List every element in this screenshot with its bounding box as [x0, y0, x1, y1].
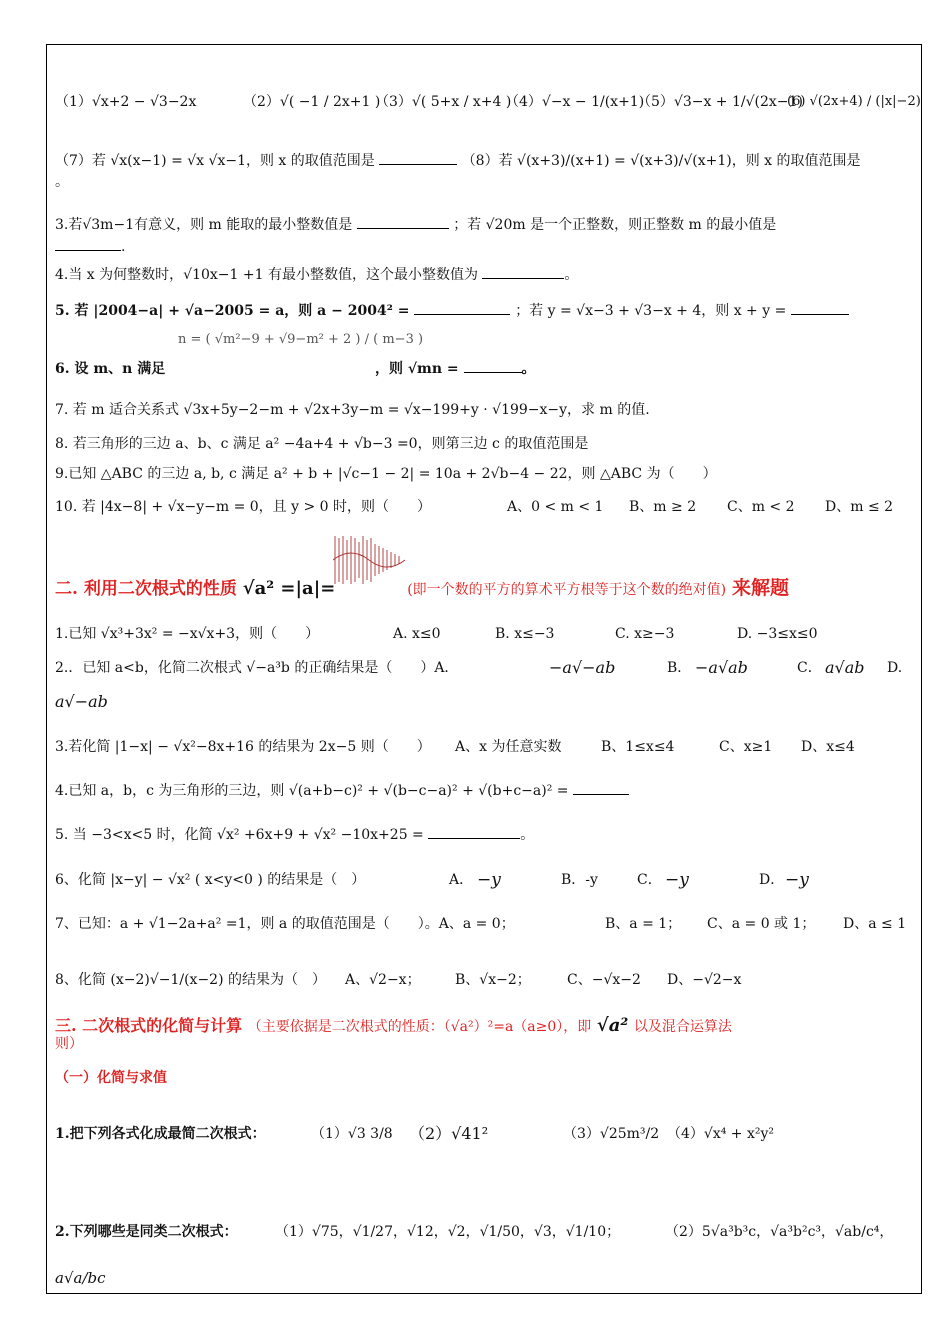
s2q7-stem: 7、已知：a + √1−2a+a² =1，则 a 的取值范围是（ ）。A、a = 0；	[55, 916, 515, 932]
s3q1-item-1: （1）√3 3/8	[311, 1126, 393, 1142]
question-8: 8. 若三角形的三边 a、b、c 满足 a² −4a+4 + √b−3 =0，则第三边 c 的取值范围是	[55, 436, 589, 452]
option-a[interactable]: −a√−ab	[549, 658, 616, 677]
problem-7: （7）若 √x(x−1) = √x √x−1，则 x 的取值范围是	[55, 153, 375, 169]
s3q1-item-3: （3）√25m³/2	[563, 1126, 660, 1142]
section-3-note: （主要依据是二次根式的性质：（√a²）²=a（a≥0），即	[247, 1019, 592, 1035]
option-a[interactable]: A. x≤0	[393, 626, 441, 642]
answer-blank[interactable]	[55, 236, 121, 251]
answer-blank[interactable]	[357, 214, 449, 229]
question-3-tail	[55, 236, 914, 257]
s3q1-item-4: （4）√x⁴ + x²y²	[667, 1126, 774, 1142]
question-3	[55, 214, 914, 235]
option-c[interactable]: C、x≥1	[719, 739, 773, 755]
option-c[interactable]: C、a = 0 或 1；	[707, 916, 816, 932]
s2q3-stem: 3.若化简 |1−x| − √x²−8x+16 的结果为 2x−5 则（ ）	[55, 739, 431, 755]
option-b[interactable]: B、1≤x≤4	[601, 739, 675, 755]
option-c-label: C．	[797, 660, 822, 676]
problem-7-8	[55, 150, 914, 171]
answer-blank[interactable]	[482, 264, 564, 279]
s3q1-stem: 1.把下列各式化成最简二次根式：	[55, 1126, 266, 1142]
question-10-stem: 10. 若 |4x−8| + √x−y−m = 0，且 y > 0 时，则（ ）	[55, 499, 432, 515]
option-c[interactable]: C、−√x−2	[567, 972, 641, 988]
section-3-title: 三. 二次根式的化简与计算	[55, 1016, 243, 1035]
option-c[interactable]: C. x≥−3	[615, 626, 675, 642]
answer-blank[interactable]	[414, 300, 510, 315]
section-3-tail-2: 则）	[55, 1036, 83, 1052]
answer-blank[interactable]	[428, 824, 520, 839]
question-6-b: ，则 √mn =	[374, 361, 459, 377]
option-d[interactable]: a√−ab	[55, 692, 108, 711]
option-d[interactable]: D、m ≤ 2	[825, 499, 894, 515]
option-d-label: D．	[759, 872, 785, 888]
problem-3: （3）√( 5+x / x+4 )	[375, 94, 512, 110]
question-6	[55, 358, 914, 379]
problem-4: （4）√−x − 1/(x+1)	[505, 94, 645, 110]
problem-2: （2）√( −1 / 2x+1 )	[243, 94, 381, 110]
option-c[interactable]: C、m < 2	[727, 499, 795, 515]
option-c-label: C．	[637, 872, 662, 888]
s3q2-stem: 2.下列哪些是同类二次根式：	[55, 1224, 238, 1240]
section-2-tail: 来解题	[732, 577, 790, 599]
option-b[interactable]: B、a = 1；	[605, 916, 682, 932]
question-3-b: ；若 √20m 是一个正整数，则正整数 m 的最小值是	[453, 217, 777, 233]
s2-question-5	[55, 824, 914, 845]
question-9: 9.已知 △ABC 的三边 a, b, c 满足 a² + b + |√c−1 − 2| = 10a + 2√b−4 − 22，则 △ABC 为（ ）	[55, 466, 717, 482]
option-d-label: D.	[887, 660, 903, 676]
option-b[interactable]: B. x≤−3	[495, 626, 555, 642]
section-2-formula: √a² =|a|=	[242, 578, 336, 599]
s2q5-stem: 5. 当 −3<x<5 时，化简 √x² +6x+9 + √x² −10x+25 =	[55, 827, 424, 843]
option-d[interactable]: −y	[785, 870, 809, 890]
problem-8: （8）若 √(x+3)/(x+1) = √(x+3)/√(x+1)，则 x 的取值范围是	[461, 153, 861, 169]
option-b[interactable]: B．-y	[561, 872, 598, 888]
section-3-formula: √a²	[596, 1015, 629, 1036]
option-b[interactable]: B、m ≥ 2	[629, 499, 697, 515]
option-a[interactable]: A、0 < m < 1	[507, 499, 604, 515]
option-b-label: B．	[667, 660, 692, 676]
section-2-title: 二. 利用二次根式的性质	[55, 579, 237, 599]
s3q1-item-2: （2）√41²	[409, 1124, 489, 1143]
answer-blank[interactable]	[464, 358, 522, 373]
section-3-tail: 以及混合运算法	[633, 1019, 732, 1035]
option-a-label: A．	[449, 872, 474, 888]
question-5-b: ；若 y = √x−3 + √3−x + 4，则 x + y =	[515, 303, 787, 319]
option-d[interactable]: D、x≤4	[801, 739, 855, 755]
section-2-note: (即一个数的平方的算术平方根等于这个数的绝对值)	[407, 582, 727, 598]
option-c[interactable]: −y	[665, 870, 689, 890]
problem-5: （5）√3−x + 1/√(2x−1)	[637, 94, 803, 110]
s3q2-group-2: （2）5√a³b³c，√a³b²c³，√ab/c⁴，	[665, 1224, 894, 1240]
question-6-formula: n = ( √m²−9 + √9−m² + 2 ) / ( m−3 )	[178, 332, 424, 347]
option-d[interactable]: D、a ≤ 1	[843, 916, 907, 932]
answer-blank[interactable]	[791, 300, 849, 315]
s2q2-stem: 2.．已知 a<b，化简二次根式 √−a³b 的正确结果是（ ）A．	[55, 660, 459, 676]
option-d[interactable]: D. −3≤x≤0	[737, 626, 818, 642]
option-a[interactable]: −y	[477, 870, 501, 890]
period: .	[121, 239, 126, 255]
subsection-heading: （一）化简与求值	[55, 1070, 167, 1086]
question-3-a: 3.若√3m−1有意义，则 m 能取的最小整数值是	[55, 217, 353, 233]
s2q6-stem: 6、化简 |x−y| − √x² ( x<y<0 ) 的结果是（ ）	[55, 872, 366, 888]
option-b[interactable]: −a√ab	[695, 658, 748, 677]
section-2-heading	[55, 578, 914, 600]
period: 。	[564, 267, 579, 283]
problem-8-end	[55, 172, 914, 192]
period: 。	[55, 174, 69, 190]
answer-blank[interactable]	[573, 780, 629, 795]
problem-1: （1）√x+2 − √3−2x	[55, 94, 197, 110]
s2-question-4	[55, 780, 914, 801]
option-a[interactable]: A、x 为任意实数	[455, 739, 562, 755]
question-5	[55, 300, 914, 321]
option-b[interactable]: B、√x−2；	[455, 972, 531, 988]
question-7: 7. 若 m 适合关系式 √3x+5y−2−m + √2x+3y−m = √x−199+y · √199−x−y，求 m 的值.	[55, 402, 650, 418]
answer-blank[interactable]	[379, 150, 457, 165]
period: 。	[520, 827, 535, 843]
question-4-text: 4.当 x 为何整数时，√10x−1 +1 有最小整数值，这个最小整数值为	[55, 267, 478, 283]
s3q2-group-2-cont: a√a/bc	[55, 1269, 106, 1287]
question-5-a: 5. 若 |2004−a| + √a−2005 = a，则 a − 2004² =	[55, 303, 410, 319]
s2q8-stem: 8、化简 (x−2)√−1/(x−2) 的结果为（ ）	[55, 972, 326, 988]
option-d[interactable]: D、−√2−x	[667, 972, 742, 988]
period: 。	[521, 361, 536, 377]
option-a[interactable]: A、√2−x；	[345, 972, 421, 988]
question-4	[55, 264, 914, 285]
option-c[interactable]: a√ab	[825, 658, 865, 677]
problem-6: (6) √(2x+4) / (|x|−2)	[787, 94, 921, 109]
s3q2-group-1: （1）√75，√1/27，√12，√2，√1/50，√3，√1/10；	[275, 1224, 621, 1240]
s2q1-stem: 1.已知 √x³+3x² = −x√x+3，则（ ）	[55, 626, 320, 642]
question-6-a: 6. 设 m、n 满足	[55, 361, 166, 377]
s2q4-stem: 4.已知 a，b，c 为三角形的三边，则 √(a+b−c)² + √(b−c−a)² + √(b+c−a)² =	[55, 783, 569, 799]
